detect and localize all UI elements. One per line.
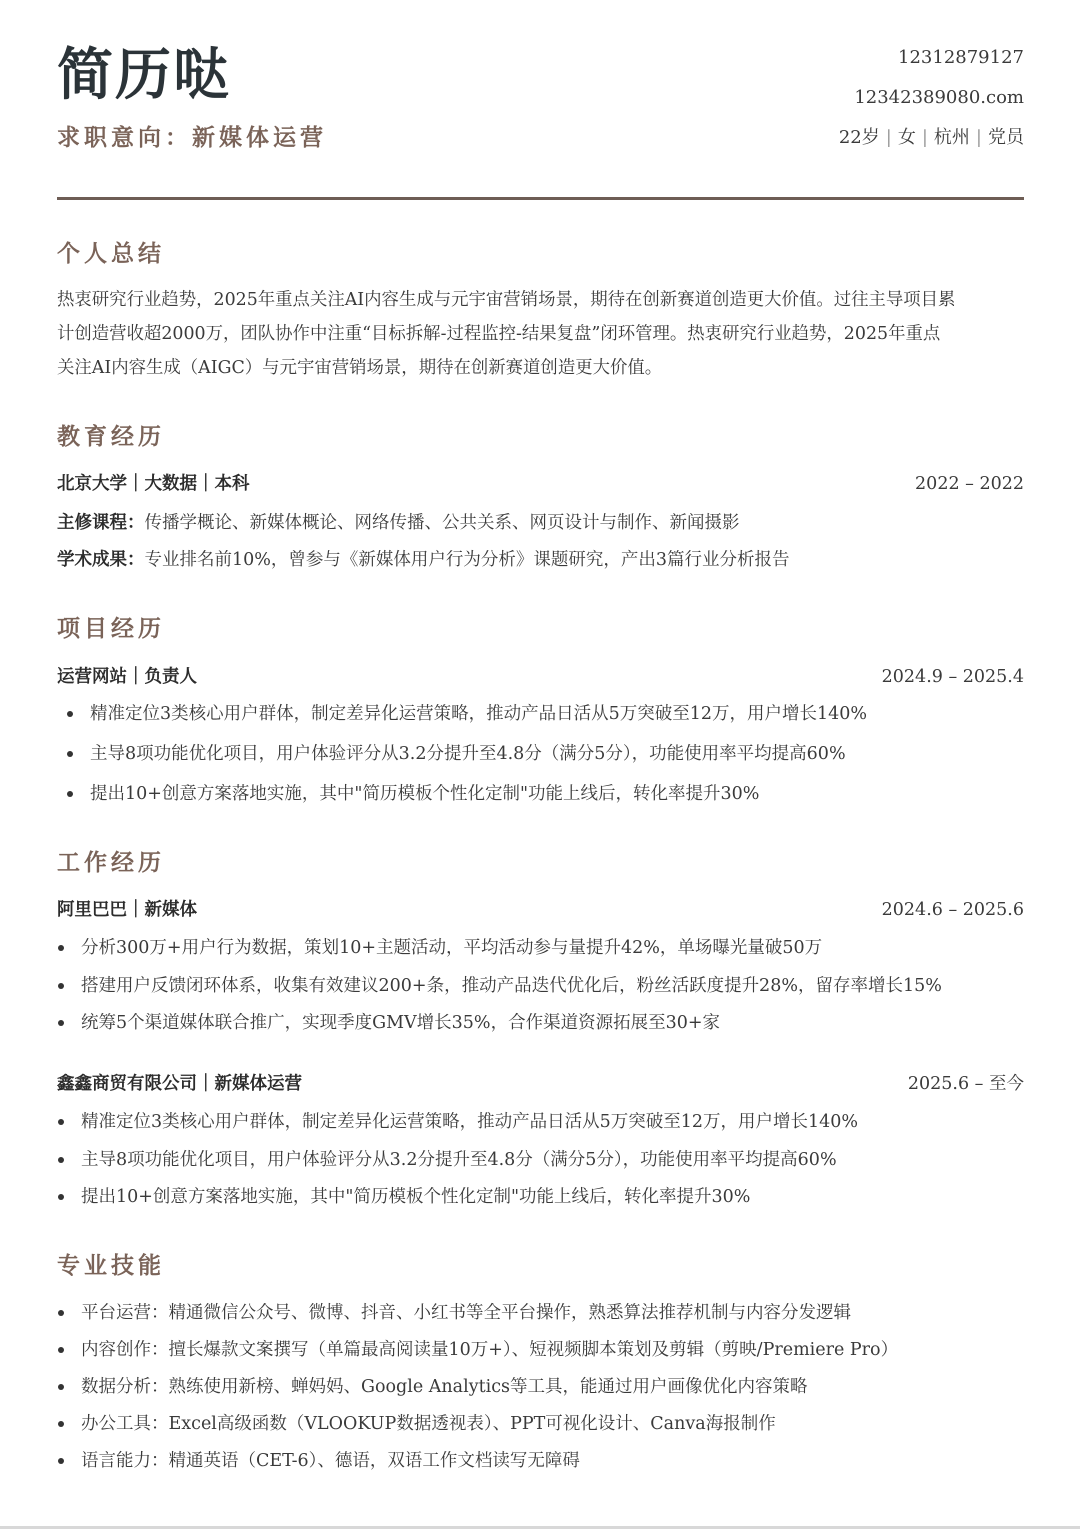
list-item: 语言能力：精通英语（CET-6）、德语，双语工作文档读写无障碍 — [57, 1447, 898, 1484]
list-item: 主导8项功能优化项目，用户体验评分从3.2分提升至4.8分（满分5分），功能使用率平均提高60% — [57, 740, 867, 780]
candidate-name: 简历哒 — [57, 42, 231, 108]
info-political-status: 党员 — [988, 127, 1024, 148]
phone-number: 12312879127 — [898, 47, 1024, 68]
list-item: 提出10+创意方案落地实施，其中"简历模板个性化定制"功能上线后，转化率提升30% — [57, 780, 867, 820]
work-bullets — [57, 1108, 858, 1221]
work-date: 2025.6 – 至今 — [907, 1074, 1024, 1094]
job-intent-value: 新媒体运营 — [192, 124, 327, 151]
work-title: 工作经历 — [57, 849, 165, 876]
email-address: 12342389080.com — [854, 87, 1024, 108]
list-item: 提出10+创意方案落地实施，其中"简历模板个性化定制"功能上线后，转化率提升30% — [57, 1183, 858, 1221]
summary-line: 关注AI内容生成（AIGC）与元宇宙营销场景，期待在创新赛道创造更大价值。 — [57, 358, 663, 378]
info-gender: 女 — [897, 127, 916, 148]
list-item: 内容创作：擅长爆款文案撰写（单篇最高阅读量10万+）、短视频脚本策划及剪辑（剪映/Premiere Pro） — [57, 1336, 898, 1373]
project-entry-header — [57, 663, 1024, 691]
list-item: 分析300万+用户行为数据，策划10+主题活动，平均活动参与量提升42%，单场曝光量破50万 — [57, 934, 942, 972]
personal-info — [839, 124, 1024, 164]
project-name: 运营网站｜负责人 — [57, 667, 197, 687]
summary-line: 计创造营收超2000万，团队协作中注重“目标拆解-过程监控-结果复盘”闭环管理。热衷研究行业趋势，2025年重点 — [57, 324, 941, 344]
achievements-value: 专业排名前10%，曾参与《新媒体用户行为分析》课题研究，产出3篇行业分析报告 — [144, 550, 790, 570]
skills-title: 专业技能 — [57, 1252, 165, 1279]
work-date: 2024.6 – 2025.6 — [881, 900, 1024, 920]
summary-title: 个人总结 — [57, 240, 165, 267]
education-achievements — [57, 546, 790, 574]
work-company: 鑫鑫商贸有限公司｜新媒体运营 — [57, 1074, 302, 1094]
list-item: 统筹5个渠道媒体联合推广，实现季度GMV增长35%，合作渠道资源拓展至30+家 — [57, 1009, 942, 1047]
education-date: 2022 – 2022 — [915, 474, 1024, 494]
summary-line: 热衷研究行业趋势，2025年重点关注AI内容生成与元宇宙营销场景，期待在创新赛道创造更大价值。过往主导项目累 — [57, 290, 956, 310]
work-entry-header — [57, 896, 1024, 924]
resume-header — [57, 0, 1024, 200]
education-courses — [57, 509, 740, 537]
list-item: 精准定位3类核心用户群体，制定差异化运营策略，推动产品日活从5万突破至12万，用户增长140% — [57, 1108, 858, 1146]
info-divider: | — [885, 127, 892, 148]
list-item: 办公工具：Excel高级函数（VLOOKUP数据透视表）、PPT可视化设计、Canva海报制作 — [57, 1410, 898, 1447]
resume-page — [57, 0, 1024, 1529]
info-divider: | — [921, 127, 928, 148]
project-bullets — [57, 700, 867, 820]
contact-info — [839, 44, 1024, 164]
courses-label: 主修课程： — [57, 513, 145, 533]
courses-value: 传播学概论、新媒体概论、网络传播、公共关系、网页设计与制作、新闻摄影 — [144, 513, 740, 533]
list-item: 主导8项功能优化项目，用户体验评分从3.2分提升至4.8分（满分5分），功能使用率平均提高60% — [57, 1146, 858, 1184]
education-school: 北京大学｜大数据｜本科 — [57, 474, 250, 494]
skills-list — [57, 1299, 898, 1484]
work-bullets — [57, 934, 942, 1047]
work-company: 阿里巴巴｜新媒体 — [57, 900, 197, 920]
list-item: 精准定位3类核心用户群体，制定差异化运营策略，推动产品日活从5万突破至12万，用户增长140% — [57, 700, 867, 740]
header-divider — [57, 197, 1024, 200]
project-date: 2024.9 – 2025.4 — [881, 667, 1024, 687]
summary-text — [57, 283, 1024, 385]
achievements-label: 学术成果： — [57, 550, 145, 570]
projects-title: 项目经历 — [57, 615, 165, 642]
info-divider: | — [975, 127, 982, 148]
work-entry-header — [57, 1070, 1024, 1098]
info-age: 22岁 — [838, 127, 880, 148]
list-item: 搭建用户反馈闭环体系，收集有效建议200+条，推动产品迭代优化后，粉丝活跃度提升28%，留存率增长15% — [57, 972, 942, 1010]
list-item: 平台运营：精通微信公众号、微博、抖音、小红书等全平台操作，熟悉算法推荐机制与内容分发逻辑 — [57, 1299, 898, 1336]
list-item: 数据分析：熟练使用新榜、蝉妈妈、Google Analytics等工具，能通过用户画像优化内容策略 — [57, 1373, 898, 1410]
job-intent-label: 求职意向： — [57, 124, 192, 151]
info-city: 杭州 — [933, 127, 970, 148]
job-intent — [57, 122, 327, 154]
education-title: 教育经历 — [57, 423, 165, 450]
education-entry-header — [57, 470, 1024, 498]
